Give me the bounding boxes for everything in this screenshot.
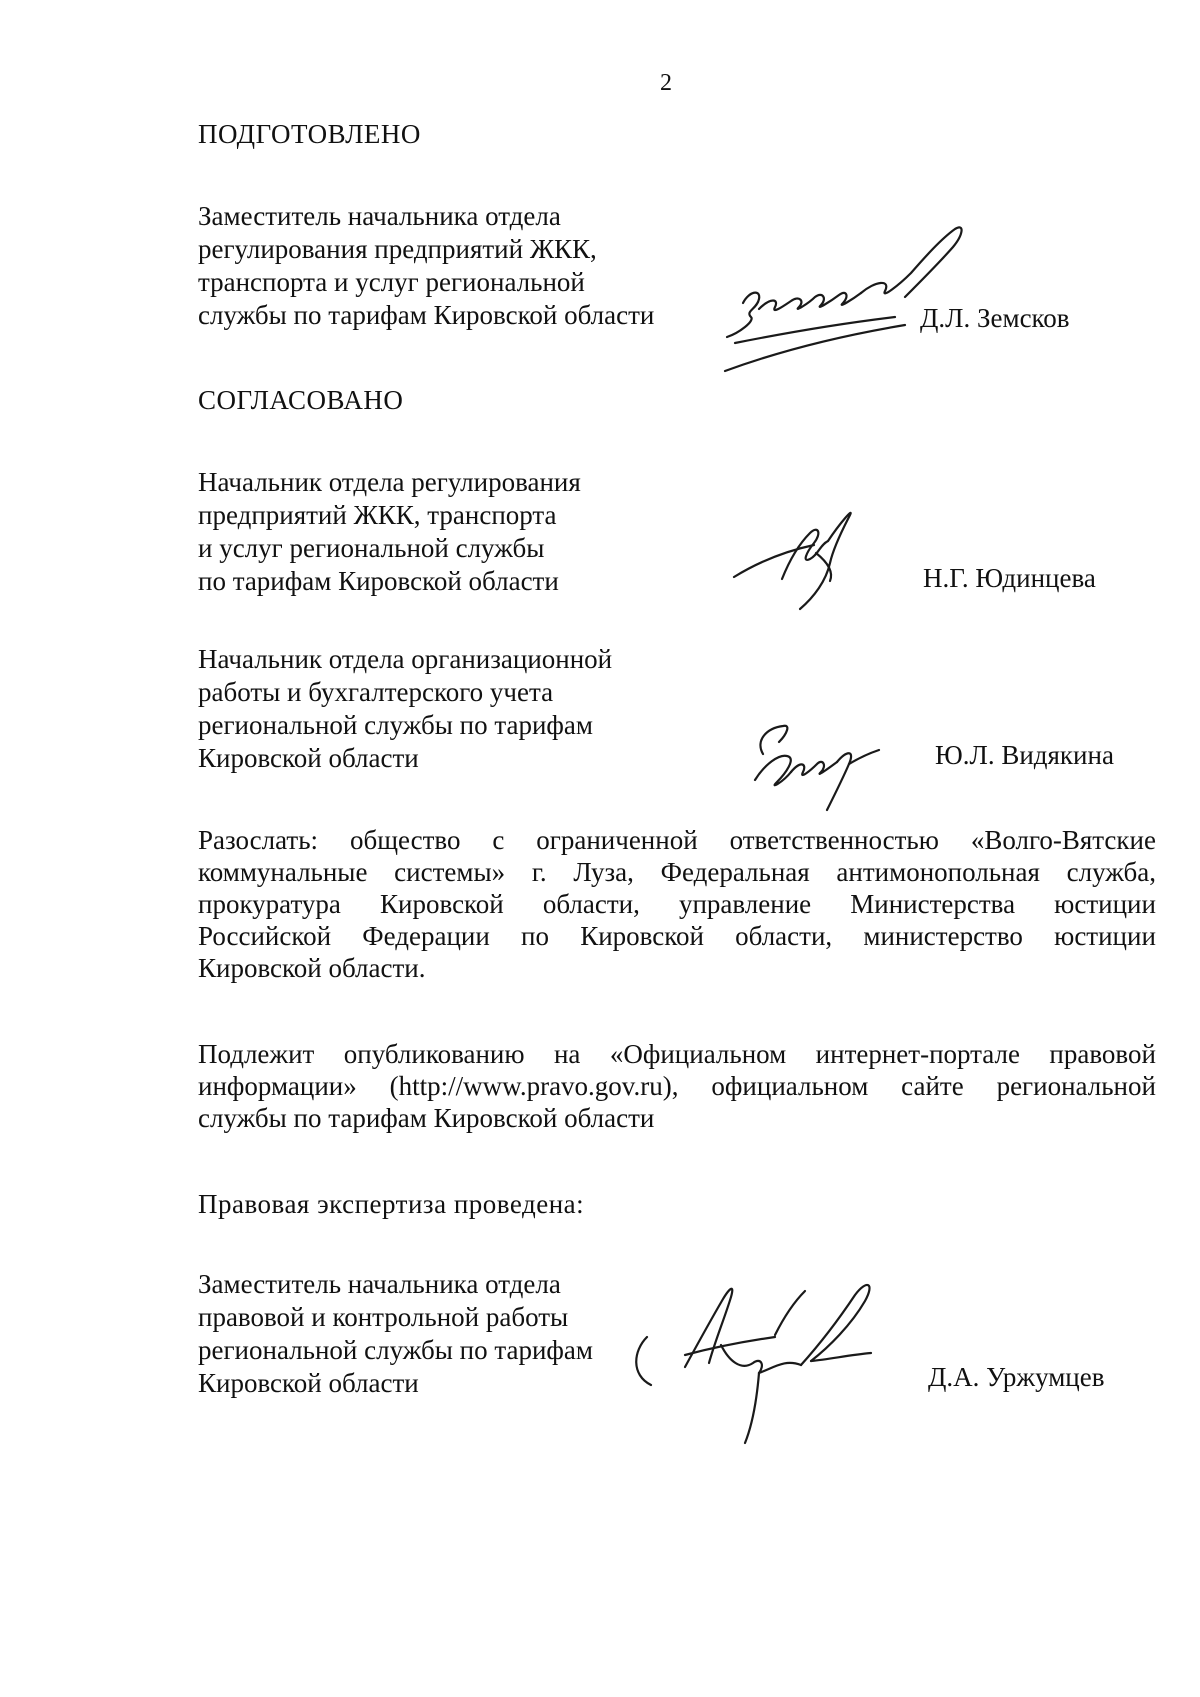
distribution-paragraph xyxy=(198,824,1156,984)
word: системы» xyxy=(394,857,506,887)
position-line: работы и бухгалтерского учета xyxy=(198,677,554,707)
prepared-name: Д.Л. Земсков xyxy=(920,303,1070,333)
legal-review-position xyxy=(198,1268,593,1400)
word: Российской xyxy=(198,921,332,951)
word: с xyxy=(492,825,505,855)
word: правовой xyxy=(1049,1039,1156,1069)
distribution-line-4 xyxy=(198,920,1156,952)
position-line: Начальник отдела регулирования xyxy=(198,467,581,497)
position-line: Заместитель начальника отдела xyxy=(198,1269,561,1299)
word: (http://www.pravo.gov.ru), xyxy=(389,1071,679,1101)
agreed-signatory-2-position xyxy=(198,643,612,775)
word: Федеральная xyxy=(660,857,810,887)
legal-review-heading: Правовая экспертиза проведена: xyxy=(198,1189,585,1219)
word: области, xyxy=(735,921,833,951)
position-line: регулирования предприятий ЖКК, xyxy=(198,234,597,264)
position-line: службы по тарифам Кировской области xyxy=(198,300,655,330)
distribution-last-line: Кировской области. xyxy=(198,953,426,983)
distribution-line-3 xyxy=(198,888,1156,920)
word: региональной xyxy=(996,1071,1156,1101)
word: «Волго-Вятские xyxy=(970,825,1156,855)
word: области, xyxy=(542,889,640,919)
word: Кировской xyxy=(580,921,704,951)
word: ответственностью xyxy=(729,825,939,855)
agreed-signatory-1-name: Н.Г. Юдинцева xyxy=(923,563,1096,593)
word: юстиции xyxy=(1054,889,1156,919)
urzhumtsev-signature xyxy=(625,1275,925,1445)
position-line: Кировской области xyxy=(198,743,419,773)
prepared-position xyxy=(198,200,654,332)
position-line: правовой и контрольной работы xyxy=(198,1302,569,1332)
word: служба, xyxy=(1066,857,1156,887)
distribution-line-1 xyxy=(198,824,1156,856)
position-line: Кировской области xyxy=(198,1368,419,1398)
word: коммунальные xyxy=(198,857,368,887)
publication-last-line: службы по тарифам Кировской области xyxy=(198,1103,655,1133)
position-line: и услуг региональной службы xyxy=(198,533,545,563)
agreed-signatory-1-position xyxy=(198,466,581,598)
page-number: 2 xyxy=(660,70,672,96)
word: общество xyxy=(349,825,461,855)
word: Министерства xyxy=(850,889,1016,919)
word: юстиции xyxy=(1054,921,1156,951)
word: Федерации xyxy=(362,921,490,951)
word: Луза, xyxy=(573,857,634,887)
word: прокуратура xyxy=(198,889,341,919)
position-line: транспорта и услуг региональной xyxy=(198,267,585,297)
position-line: Заместитель начальника отдела xyxy=(198,201,561,231)
yudintseva-signature xyxy=(730,505,870,615)
word: г. xyxy=(531,857,547,887)
word: сайте xyxy=(901,1071,964,1101)
position-line: региональной службы по тарифам xyxy=(198,1335,593,1365)
word: Подлежит xyxy=(198,1039,315,1069)
position-line: региональной службы по тарифам xyxy=(198,710,593,740)
agreed-signatory-2-name: Ю.Л. Видякина xyxy=(935,740,1114,770)
publication-paragraph xyxy=(198,1038,1156,1134)
word: антимонопольная xyxy=(836,857,1040,887)
word: Кировской xyxy=(380,889,504,919)
distribution-line-2 xyxy=(198,856,1156,888)
position-line: предприятий ЖКК, транспорта xyxy=(198,500,557,530)
word: управление xyxy=(678,889,812,919)
zemskov-signature xyxy=(715,225,995,375)
word: министерство xyxy=(863,921,1023,951)
word: официальном xyxy=(711,1071,869,1101)
word: ограниченной xyxy=(536,825,698,855)
publication-line-1 xyxy=(198,1038,1156,1070)
legal-review-name: Д.А. Уржумцев xyxy=(928,1362,1105,1392)
word: «Официальном xyxy=(609,1039,787,1069)
word: информации» xyxy=(198,1071,357,1101)
word: на xyxy=(553,1039,581,1069)
word: интернет-портале xyxy=(815,1039,1020,1069)
word: Разослать: xyxy=(198,825,319,855)
word: опубликованию xyxy=(343,1039,525,1069)
position-line: по тарифам Кировской области xyxy=(198,566,559,596)
word: по xyxy=(521,921,549,951)
publication-line-2 xyxy=(198,1070,1156,1102)
position-line: Начальник отдела организационной xyxy=(198,644,613,674)
vidyakina-signature xyxy=(745,720,885,815)
agreed-heading: СОГЛАСОВАНО xyxy=(198,385,404,415)
prepared-heading: ПОДГОТОВЛЕНО xyxy=(198,119,421,149)
